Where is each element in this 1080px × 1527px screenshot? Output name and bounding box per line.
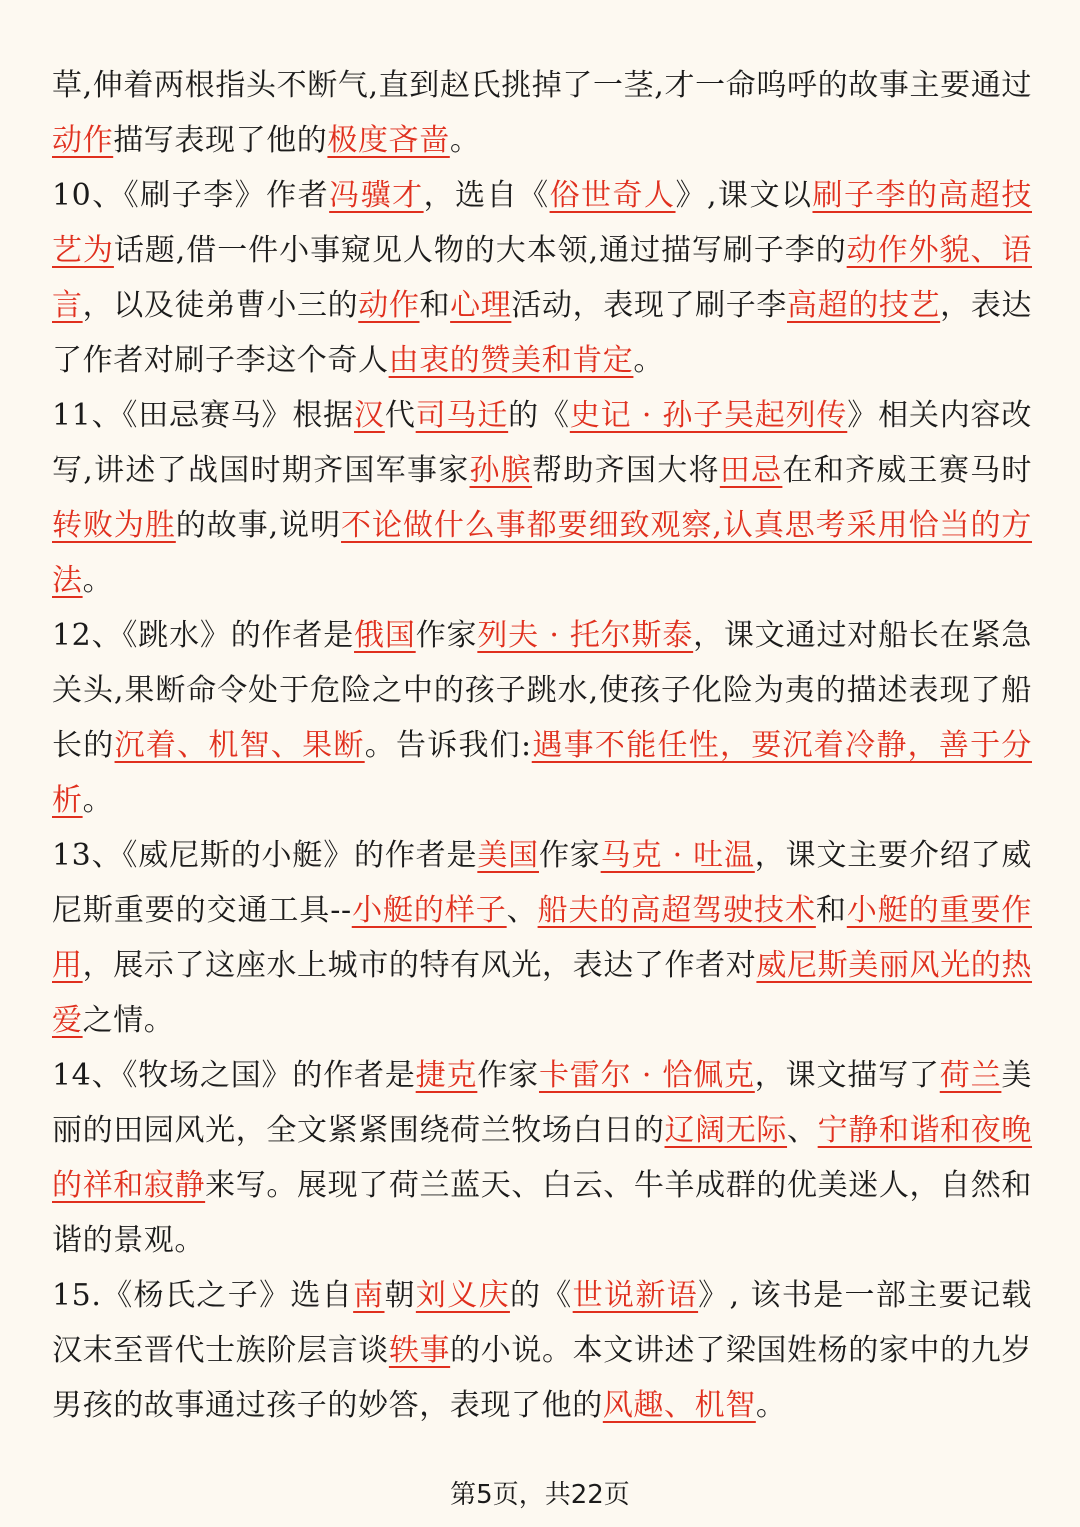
highlighted-keyword: 俄国 [354,618,416,653]
text-segment: 12、《跳水》的作者是 [52,618,355,653]
highlighted-keyword: 世说新语 [572,1278,699,1313]
highlighted-keyword: 转败为胜 [52,508,176,543]
highlighted-keyword: 司马迁 [415,398,509,433]
highlighted-keyword: 遇事不能任性，要沉着冷静，善于分析 [52,728,1032,818]
highlighted-keyword: 心理 [450,288,512,323]
highlighted-keyword: 南 [353,1278,385,1313]
text-segment: ，表达了作者对刷子李这个奇人 [52,288,1032,378]
highlighted-keyword: 荷兰 [939,1058,1002,1093]
text-segment: 作家 [477,1058,539,1093]
paragraph-item-13 [52,828,1032,1048]
highlighted-keyword: 极度吝啬 [327,123,450,158]
highlighted-keyword: 小艇的样子 [351,893,507,928]
highlighted-keyword: 列夫 · 托尔斯泰 [477,618,694,653]
text-segment: 美丽的田园风光，全文紧紧围绕荷兰牧场白日的 [52,1058,1033,1148]
text-segment: 。 [82,563,114,598]
text-segment: 10、《刷子李》作者 [52,178,330,213]
highlighted-keyword: 俗世奇人 [549,178,676,213]
text-segment: 11、《田忌赛马》根据 [52,398,355,433]
highlighted-keyword: 辽阔无际 [664,1113,788,1148]
text-segment: 活动，表现了刷子李 [511,288,787,323]
highlighted-keyword: 威尼斯美丽风光的热爱 [52,948,1033,1038]
paragraph-item-10 [52,168,1032,388]
highlighted-keyword: 船夫的高超驾驶技术 [537,893,816,928]
highlighted-keyword: 美国 [477,838,539,873]
highlighted-keyword: 田忌 [719,453,783,488]
text-segment: 。告诉我们: [364,728,532,763]
document-body [52,58,1032,1433]
paragraph-item-9-continued [52,58,1032,168]
text-segment: ，以及徒弟曹小三的 [82,288,359,323]
highlighted-keyword: 由衷的赞美和肯定 [388,343,634,378]
highlighted-keyword: 刷子李的高超技艺为 [52,178,1032,268]
page-footer [0,1474,1080,1511]
text-segment: 、 [787,1113,818,1148]
text-segment: 。 [633,343,665,378]
highlighted-keyword: 宁静和谐和夜晚的祥和寂静 [52,1113,1033,1203]
highlighted-keyword: 捷克 [415,1058,478,1093]
highlighted-keyword: 动作外貌、语言 [52,233,1033,323]
paragraph-item-14 [52,1048,1032,1268]
text-segment: 、 [506,893,538,928]
highlighted-keyword: 动作 [52,123,114,158]
text-segment: ，课文通过对船长在紧急关头,果断命令处于危险之中的孩子跳水,使孩子化险为夷的描述表现了船长的 [52,618,1033,763]
highlighted-keyword: 沉着、机智、果断 [114,728,365,763]
text-segment: ，选自《 [423,178,550,213]
paragraph-item-15 [52,1268,1032,1433]
paragraph-item-11 [52,388,1032,608]
text-segment: 》相关内容改写,讲述了战国时期齐国军事家 [52,398,1032,488]
text-segment: 和 [815,893,847,928]
text-segment: 的故事,说明 [175,508,342,543]
text-segment: 描写表现了他的 [113,123,328,158]
text-segment: 作家 [538,838,601,873]
text-segment: 在和齐威王赛马时 [782,453,1033,488]
text-segment: 和 [419,288,451,323]
highlighted-keyword: 轶事 [388,1333,451,1368]
highlighted-keyword: 冯骥才 [329,178,424,213]
highlighted-keyword: 卡雷尔 · 恰佩克 [538,1058,755,1093]
text-segment: 草,伸着两根指头不断气,直到赵氏挑掉了一茎,才一命呜呼的故事主要通过 [52,68,1032,103]
paragraph-item-12 [52,608,1032,828]
text-segment: 的《 [509,1278,573,1313]
text-segment: 14、《牧场之国》的作者是 [52,1058,416,1093]
highlighted-keyword: 小艇的重要作用 [52,893,1032,983]
highlighted-keyword: 史记 · 孙子吴起列传 [569,398,848,433]
page-number-label: 第5页，共22页 [450,1480,630,1510]
text-segment: 话题,借一件小事窥见人物的大本领,通过描写刷子李的 [113,233,847,268]
text-segment: 。 [449,123,481,158]
highlighted-keyword: 孙膑 [469,453,533,488]
text-segment: 。 [755,1388,787,1423]
text-segment: 13、《威尼斯的小艇》的作者是 [52,838,478,873]
text-segment: 》,课文以 [675,178,813,213]
text-segment: 作家 [415,618,478,653]
text-segment: 的《 [508,398,570,433]
highlighted-keyword: 不论做什么事都要细致观察,认真思考采用恰当的方法 [52,508,1033,598]
text-segment: 帮助齐国大将 [532,453,720,488]
highlighted-keyword: 动作 [358,288,420,323]
text-segment: 之情。 [82,1003,175,1038]
highlighted-keyword: 马克 · 吐温 [600,838,755,873]
text-segment: 来写。展现了荷兰蓝天、白云、牛羊成群的优美迷人，自然和谐的景观。 [52,1168,1033,1258]
text-segment: ，课文描写了 [754,1058,940,1093]
text-segment: 朝 [384,1278,416,1313]
highlighted-keyword: 高超的技艺 [787,288,941,323]
text-segment: 15.《杨氏之子》选自 [52,1278,354,1313]
highlighted-keyword: 风趣、机智 [602,1388,756,1423]
highlighted-keyword: 汉 [354,398,385,433]
text-segment: ，课文主要介绍了威尼斯重要的交通工具-- [52,838,1032,928]
text-segment: 代 [384,398,416,433]
text-segment: ，展示了这座水上城市的特有风光，表达了作者对 [82,948,757,983]
text-segment: 》, 该书是一部主要记载汉末至晋代士族阶层言谈 [52,1278,1032,1368]
text-segment: 。 [82,783,114,818]
highlighted-keyword: 刘义庆 [415,1278,510,1313]
text-segment: 的小说。本文讲述了梁国姓杨的家中的九岁男孩的故事通过孩子的妙答，表现了他的 [52,1333,1033,1423]
